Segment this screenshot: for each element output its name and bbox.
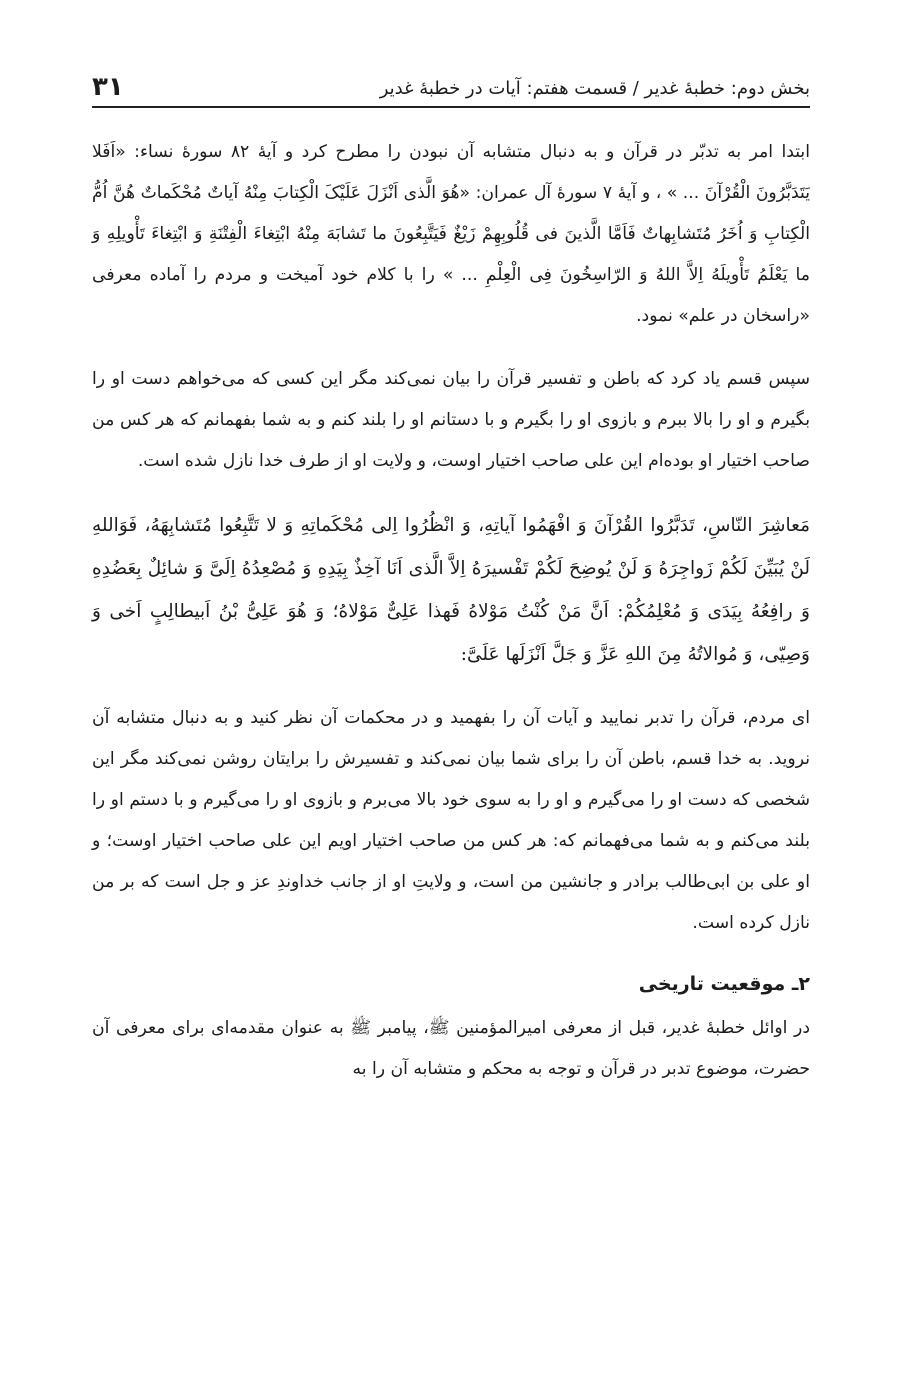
paragraph-oath: سپس قسم یاد کرد که باطن و تفسیر قرآن را بیان نمی‌کند مگر این کسی که می‌خواهم دست او را بگیرم و او را بالا ببرم و بازوی او را بگیرم و با دستانم او را بلند کنم و به شما بفهمانم که هر کس من صاحب اختیار او بوده‌ام این علی صاحب اختیار اوست، و ولایت او از طرف خدا نازل شده است. xyxy=(92,369,810,471)
paragraph-translation: ای مردم، قرآن را تدبر نمایید و آیات آن را بفهمید و در محکمات آن نظر کنید و به دنبال متشابه آن نروید. به خدا قسم، باطن آن را برای شما بیان نمی‌کند و تفسیرش را برایتان روشن نمی‌کند مگر این شخصی که دست او را می‌گیرم و او را به سوی خود بالا می‌برم و بازوی او را می‌گیرم و با دستم او را بلند می‌کنم و به شما می‌فهمانم که: هر کس من صاحب اختیار اویم این علی صاحب اختیار اوست؛ و او علی بن ابی‌طالب برادر و جانشین من است، و ولایتِ او از جانب خداوندِ عز و جل است که بر من نازل کرده است. xyxy=(92,708,810,933)
page-body xyxy=(92,132,810,1090)
arabic-sermon-quote: مَعاشِرَ النّاسِ، تَدَبَّرُوا القُرْآنَ وَ افْهَمُوا آیاتِهِ، وَ انْظُرُوا اِلی مُحْکَماتِهِ وَ لا تَتَّبِعُوا مُتَشابِهَهُ، فَوَاللهِ لَنْ یُبَیِّنَ لَکُمْ زَواجِرَهُ وَ لَنْ یُوضِحَ لَکُمْ تَفْسیرَهُ اِلاَّ الَّذی اَنَا آخِذٌ بِیَدِهِ وَ مُصْعِدُهُ اِلَیَّ وَ شائِلٌ بِعَضُدِهِ وَ رافِعُهُ بِیَدَی وَ مُعْلِمُکُمْ: اَنَّ مَنْ کُنْتُ مَوْلاهُ فَهذا عَلِیٌّ مَوْلاهُ؛ وَ هُوَ عَلِیُّ بْنُ اَبیطالِبٍ اَخی وَ وَصِیّی، وَ مُوالاتُهُ مِنَ اللهِ عَزَّ وَ جَلَّ اَنْزَلَها عَلَیَّ: xyxy=(92,515,810,665)
running-header xyxy=(92,60,810,108)
section-paragraph: در اوائل خطبهٔ غدیر، قبل از معرفی امیرالمؤمنین ﷺ، پیامبر ﷺ به عنوان مقدمه‌ای برای معرفی آن حضرت، موضوع تدبر در قرآن و توجه به محکم و متشابه آن را به xyxy=(92,1018,810,1079)
book-page xyxy=(92,60,810,1370)
header-title: بخش دوم: خطبهٔ غدیر / قسمت هفتم: آیات در خطبهٔ غدیر xyxy=(379,78,810,100)
section-heading: ۲ـ موقعیت تاریخی xyxy=(638,973,810,995)
page-number: ۳۱ xyxy=(92,72,124,102)
paragraph-intro: ابتدا امر به تدبّر در قرآن و به دنبال متشابه آن نبودن را مطرح کرد و آیهٔ ۸۲ سورهٔ نساء: «اَفَلا یَتَدَبَّرُونَ الْقُرْآنَ ... » ، و آیهٔ ۷ سورهٔ آل عمران: «هُوَ الَّذی اَنْزَلَ عَلَیْکَ الْکِتابَ مِنْهُ آیاتٌ مُحْکَماتٌ هُنَّ اُمُّ الْکِتابِ وَ اُخَرُ مُتَشابِهاتٌ فَاَمَّا الَّذینَ فی قُلُوبِهِمْ زَیْغٌ فَیَتَّبِعُونَ ما تَشابَهَ مِنْهُ ابْتِغاءَ الْفِتْنَةِ وَ ابْتِغاءَ تَأْویلِهِ وَ ما یَعْلَمُ تَأْویلَهُ اِلاَّ اللهُ وَ الرّاسِخُونَ فِی الْعِلْمِ ... » را با کلام خود آمیخت و مردم را آماده معرفی «راسخان در علم» نمود. xyxy=(92,142,810,326)
